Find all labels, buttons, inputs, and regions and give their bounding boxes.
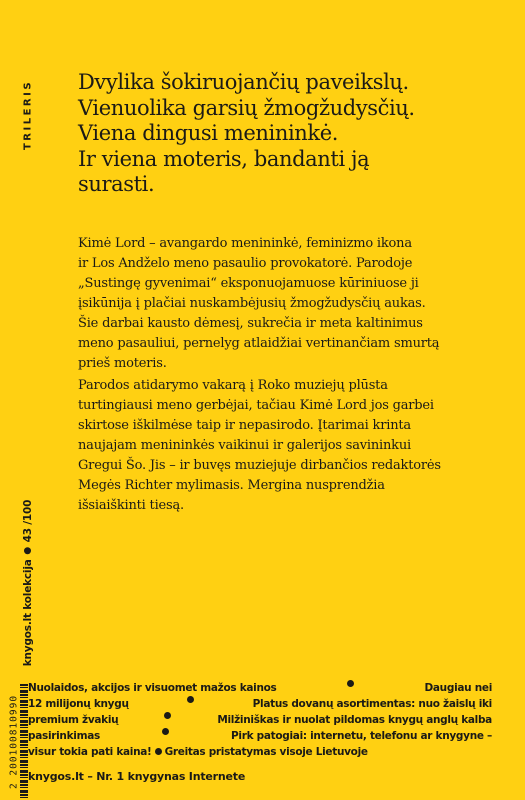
ad-text: Greitas pristatymas visoje Lietuvoje <box>164 746 368 758</box>
paragraph-line: „Sustingę gyvenimai“ eksponuojamuose kūriniuose ji <box>78 276 419 291</box>
ad-line <box>28 728 492 744</box>
spine-series-label <box>18 70 38 160</box>
ad-text: Platus dovanų asortimentas: nuo žaislų iki <box>252 698 492 710</box>
blurb-paragraph-2 <box>78 376 498 516</box>
advertisement-block <box>28 680 492 760</box>
paragraph-line: Gregui Šo. Jis – ir buvęs muziejuje dirbančios redaktorės <box>78 458 441 473</box>
headline-line: Viena dingusi menininkė. <box>78 121 339 145</box>
collection-number: 43 /100 <box>22 499 34 543</box>
ad-text: visur tokia pati kaina! <box>28 746 152 758</box>
paragraph-line: Parodos atidarymo vakarą į Roko muziejų plūsta <box>78 378 388 393</box>
bullet-icon <box>155 748 162 755</box>
paragraph-line: išsiaiškinti tiesą. <box>78 498 184 513</box>
headline-line: Dvylika šokiruojančių paveikslų. <box>78 70 409 94</box>
ad-text: pasirinkimas <box>28 730 100 742</box>
headline <box>78 70 498 198</box>
paragraph-line: skirtose iškilmėse taip ir nepasirodo. Įtarimai krinta <box>78 418 411 433</box>
blurb-paragraph-1 <box>78 234 498 374</box>
ad-line <box>28 696 492 712</box>
ad-text: Daugiau nei <box>424 682 492 694</box>
ad-text: Milžiniškas ir nuolat pildomas knygų anglų kalba <box>217 714 492 726</box>
ad-text: Nuolaidos, akcijos ir visuomet mažos kainos <box>28 682 277 694</box>
paragraph-line: Šie darbai kausto dėmesį, sukrečia ir meta kaltinimus <box>78 316 423 331</box>
series-text: TRILERIS <box>22 79 34 151</box>
paragraph-line: prieš moteris. <box>78 356 167 371</box>
ad-text: 12 milijonų knygų <box>28 698 129 710</box>
footer-tagline: knygos.lt – Nr. 1 knygynas Internete <box>28 770 246 783</box>
headline-line: Ir viena moteris, bandanti ją <box>78 146 370 171</box>
barcode-number: 2 200100810990 <box>8 694 20 790</box>
paragraph-line: turtingiausi meno gerbėjai, tačiau Kimė Lord jos garbei <box>78 398 434 413</box>
headline-line: surasti. <box>78 172 155 196</box>
barcode-bars-icon <box>20 684 28 800</box>
paragraph-line: naujajam menininkės vaikinui ir galerijos savininkui <box>78 438 411 453</box>
bullet-icon <box>24 547 31 554</box>
paragraph-line: Megės Richter mylimasis. Mergina nusprendžia <box>78 478 385 493</box>
ad-text: premium žvakių <box>28 714 119 726</box>
spine-collection-label <box>18 499 38 667</box>
ad-line <box>28 744 492 760</box>
bullet-icon <box>164 712 171 719</box>
paragraph-line: Kimė Lord – avangardo menininkė, feminizmo ikona <box>78 236 412 251</box>
bullet-icon <box>187 696 194 703</box>
ad-line <box>28 680 492 696</box>
bullet-icon <box>347 680 354 687</box>
ad-text: Pirk patogiai: internetu, telefonu ar knygyne – <box>231 730 492 742</box>
headline-line: Vienuolika garsių žmogžudysčių. <box>78 95 415 120</box>
paragraph-line: meno pasauliui, pernelyg atlaidžiai vertinančiam smurtą <box>78 336 440 351</box>
paragraph-line: ir Los Andželo meno pasaulio provokatorė. Parodoje <box>78 256 413 271</box>
paragraph-line: įsikūnija į plačiai nuskambėjusių žmogžudysčių aukas. <box>78 296 426 311</box>
bullet-icon <box>162 728 169 735</box>
barcode <box>0 684 28 800</box>
ad-line <box>28 712 492 728</box>
collection-text: knygos.lt kolekcija <box>22 559 34 667</box>
